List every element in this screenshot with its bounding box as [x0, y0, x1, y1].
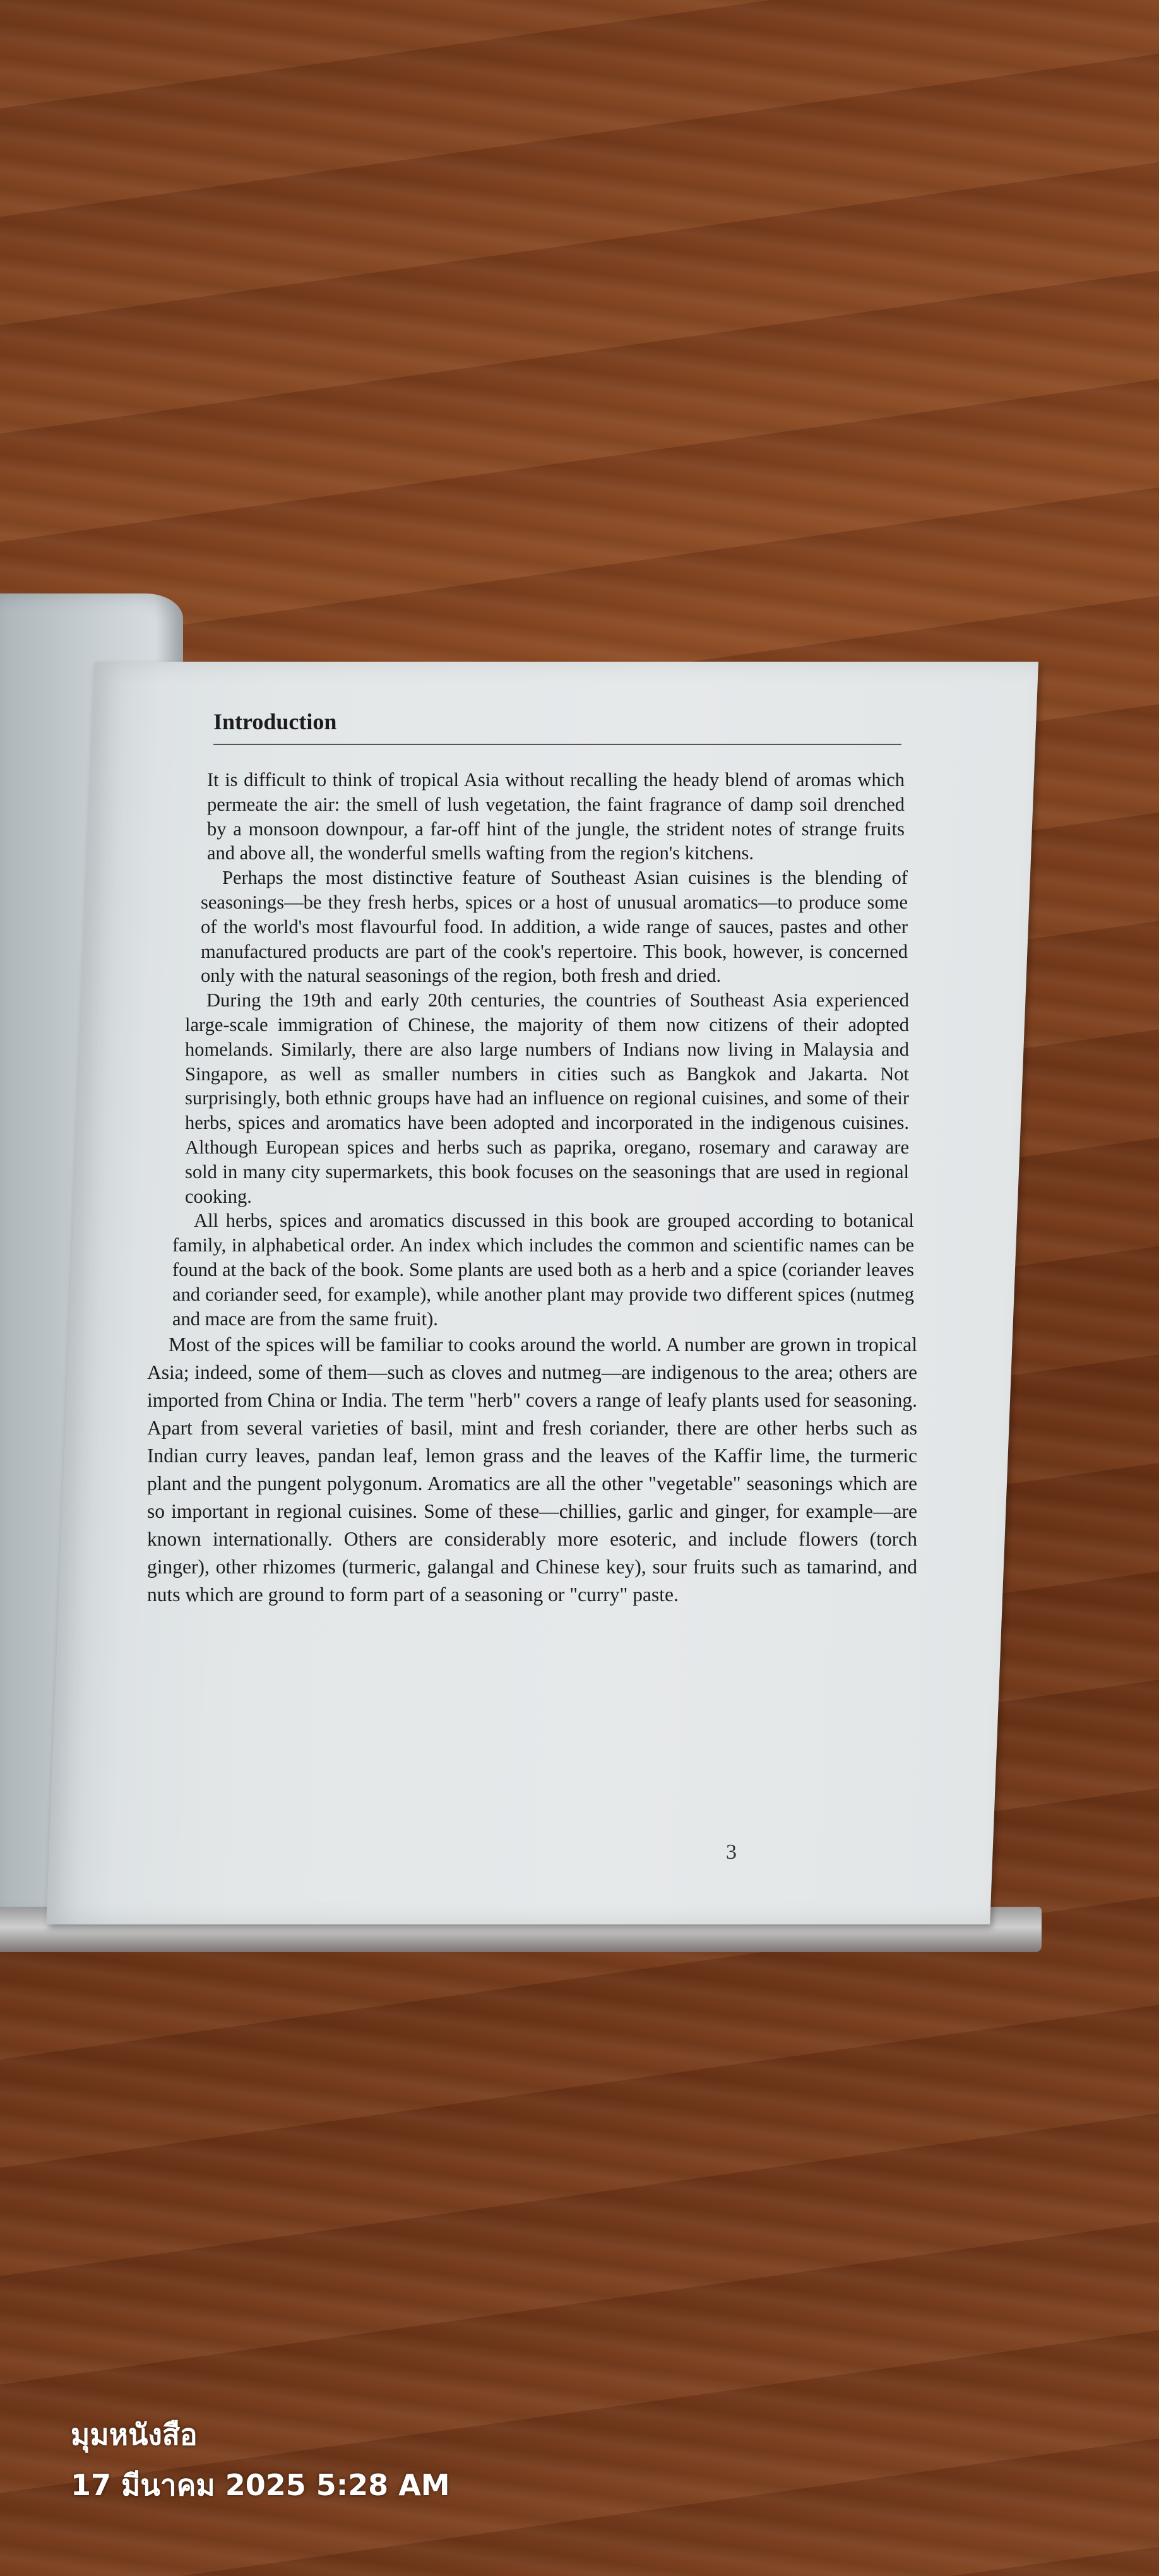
paragraph-3: During the 19th and early 20th centuries, the countries of Southeast Asia experienced large-scale immigration of Chinese, the majority of them now citizens of their adopted homelands. Similarly, there are also large numbers of Indians now living in Malaysia and Singapore, as well as smaller numbers in cities such as Bangkok and Jakarta. Not surprisingly, both ethnic groups have had an influence on regional cuisines, and some of their herbs, spices and aromatics have been adopted and incorporated in the indigenous cuisines. Although European spices and herbs such as paprika, oregano, rosemary and caraway are sold in many city supermarkets, this book focuses on the seasonings that are used in regional cooking. [185, 989, 909, 1207]
watermark-timestamp: 17 มีนาคม 2025 5:28 AM [71, 2468, 450, 2502]
watermark-title: มุมหนังสือ [71, 2418, 198, 2452]
page-text-block [119, 701, 958, 1609]
paragraph-4: All herbs, spices and aromatics discussed in this book are grouped according to botanical family, in alphabetical order. An index which includes the common and scientific names can be found at the back of the book. Some plants are used both as a herb and a spice (coriander leaves and coriander seed, for example), while another plant may provide two different spices (nutmeg and mace are from the same fruit). [172, 1210, 914, 1330]
page-heading: Introduction [213, 708, 901, 745]
page-number: 3 [726, 1840, 737, 1864]
paragraph-1: It is difficult to think of tropical Asia without recalling the heady blend of aromas which permeate the air: the smell of lush vegetation, the faint fragrance of damp soil drenched by a monsoon downpour, a far-off hint of the jungle, the strident notes of strange fruits and above all, the wonderful smells wafting from the region's kitchens. [207, 769, 905, 864]
paragraph-2: Perhaps the most distinctive feature of Southeast Asian cuisines is the blending of seasonings—be they fresh herbs, spices or a host of unusual aromatics—to produce some of the world's most flavourful food. In addition, a wide range of sauces, pastes and other manufactured products are part of the cook's repertoire. This book, however, is concerned only with the natural seasonings of the region, both fresh and dried. [201, 867, 908, 987]
paragraph-5: Most of the spices will be familiar to cooks around the world. A number are grown in tropical Asia; indeed, some of them—such as cloves and nutmeg—are indigenous to the area; others are imported from China or India. The term "herb" covers a range of leafy plants used for seasoning. Apart from several varieties of basil, mint and fresh coriander, there are other herbs such as Indian curry leaves, pandan leaf, lemon grass and the leaves of the Kaffir lime, the turmeric plant and the pungent polygonum. Aromatics are all the other "vegetable" seasonings which are so important in regional cuisines. Some of these—chillies, garlic and ginger, for example—are known internationally. Others are considerably more esoteric, and include flowers (torch ginger), other rhizomes (turmeric, galangal and Chinese key), sour fruits such as tamarind, and nuts which are ground to form part of a seasoning or "curry" paste. [147, 1333, 918, 1606]
